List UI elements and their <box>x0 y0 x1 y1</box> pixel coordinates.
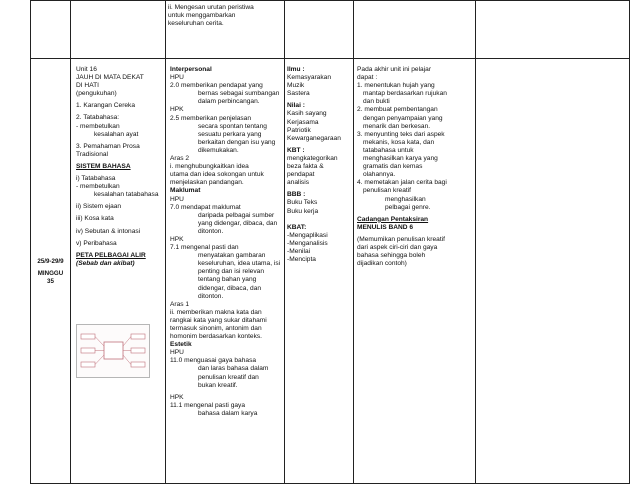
col4-line: -Menganalisis <box>287 239 328 247</box>
col5-line: dijadikan contoh) <box>357 260 407 268</box>
col4-line: analisis <box>287 179 309 187</box>
col2-line: iv) Sebutan & intonasi <box>76 227 141 235</box>
topic-cell <box>76 66 164 268</box>
col4-line: -Menilai <box>287 247 311 255</box>
week-cell <box>31 258 70 286</box>
col5-line: 1. menentukan hujah yang <box>357 82 435 90</box>
elements-cell <box>287 66 352 264</box>
col4-line: -Mengaplikasi <box>287 231 328 239</box>
col3-line: bukan kreatif. <box>198 381 238 389</box>
col3-line: daripada pelbagai sumber <box>198 211 275 219</box>
col2-line: - membetulkan <box>76 183 120 191</box>
col5-line: menghasilkan <box>385 195 426 203</box>
col2-line: Unit 16 <box>76 66 97 73</box>
col2-line: iii) Kosa kata <box>76 215 114 223</box>
col5-line: mekanis, kosa kata, dan <box>363 138 435 146</box>
date-range: 25/9-29/9 <box>37 258 64 265</box>
col4-line: pendapat <box>287 171 315 179</box>
col3-line: termasuk sinonim, antonim dan <box>170 325 262 332</box>
col3-line: dan laras bahasa dalam <box>198 365 269 373</box>
col3-line: Estetik <box>170 341 192 349</box>
col4-line: Nilai : <box>287 102 305 110</box>
col3-line: ii. memberikan makna kata dan <box>170 308 262 316</box>
col5-line: Cadangan Pentaksiran <box>357 215 429 223</box>
col2-line: kesalahan tatabahasa <box>94 191 159 199</box>
col3-line: 11.0 menguasai gaya bahasa <box>170 357 257 365</box>
col5-line: tatabahasa untuk <box>363 146 414 154</box>
col4-line: Buku kerja <box>287 207 319 215</box>
col4-line: KBT : <box>287 146 305 154</box>
col5-line: dan bukti <box>363 98 390 106</box>
col2-line: SISTEM BAHASA <box>76 162 131 170</box>
col5-line: bahasa sehingga boleh <box>357 252 426 260</box>
col5-line: dengan penyampaian yang <box>363 114 443 122</box>
col5-line: pelbagai genre. <box>385 203 431 211</box>
multi-flow-map-diagram <box>76 324 150 378</box>
col3-line: sesuatu perkara yang <box>198 130 262 138</box>
col3-line: ditonton. <box>198 292 224 300</box>
col4-line: -Mencipta <box>287 255 316 263</box>
col4-line: Ilmu : <box>287 66 305 73</box>
col3-line: penulisan kreatif dan <box>198 373 259 381</box>
objectives-cell <box>357 66 474 268</box>
col2-line: Tradisional <box>76 150 109 158</box>
col2-line: kesalahan ayat <box>94 130 139 138</box>
col5-line: (Memumikan penulisan kreatif <box>357 235 445 243</box>
col3-line: bernas sebagai sumbangan <box>198 90 280 98</box>
standards-cell <box>170 66 283 418</box>
col3-line: didengar, dibaca, dan <box>198 284 262 292</box>
col3-line: penting dan isi relevan <box>198 268 264 276</box>
col2-line: ii) Sistem ejaan <box>76 203 122 211</box>
col4-line: mengkategorikan <box>287 154 338 162</box>
col5-line: penulisan kreatif <box>363 187 412 195</box>
col3-line: 7.1 mengenal pasti dan <box>170 244 239 252</box>
col3-line: Interpersonal <box>170 66 212 73</box>
col5-line: mantap berdasarkan rujukan <box>363 90 447 98</box>
col3-line: utama dan idea sokongan untuk <box>170 171 264 179</box>
col3-line: bahasa dalam karya <box>198 409 258 417</box>
col2-line: 3. Pemahaman Prosa <box>76 142 140 150</box>
col3-line: dalam perbincangan. <box>198 98 260 106</box>
col5-line: dapat : <box>357 74 378 82</box>
col3-line: HPK <box>170 393 184 401</box>
col5-line: Pada akhir unit ini pelajar <box>357 66 432 73</box>
col5-line: olahannya. <box>363 171 396 179</box>
col3-line: 11.1 mengenal pasti gaya <box>170 401 246 409</box>
col4-line: Sastera <box>287 90 310 98</box>
col4-line: Kewarganegaraan <box>287 134 341 142</box>
top-row-line-1: ii. Mengesan urutan peristiwa <box>168 4 254 11</box>
col3-line: secara spontan tentang <box>198 122 267 130</box>
col5-line: dari aspek ciri-ciri dan gaya <box>357 243 438 251</box>
col3-line: 2.5 memberikan penjelasan <box>170 114 252 122</box>
col2-line: 2. Tatabahasa: <box>76 114 120 122</box>
col2-line: 1. Karangan Cereka <box>76 102 136 110</box>
top-row-line-2: untuk menggambarkan <box>168 12 236 20</box>
top-row-line-3: keseluruhan cerita. <box>168 20 224 28</box>
col2-line: PETA PELBAGAI ALIR <box>76 251 146 259</box>
col2-line: DI HATI <box>76 82 99 90</box>
col3-line: 2.0 memberikan pendapat yang <box>170 82 263 90</box>
col4-line: Buku Teks <box>287 199 318 207</box>
col3-line: HPU <box>170 74 184 82</box>
col3-line: Aras 2 <box>170 155 190 163</box>
col4-line: KBAT: <box>287 223 307 231</box>
col3-line: yang didengar, dibaca, dan <box>198 219 278 227</box>
col5-line: 3. menyunting teks dari aspek <box>357 130 445 138</box>
col4-line: Kasih sayang <box>287 110 327 118</box>
col2-line: (Sebab dan akibat) <box>76 259 135 267</box>
col5-line: MENULIS BAND 6 <box>357 223 414 231</box>
minggu-label: MINGGU <box>37 270 64 278</box>
col4-line: Muzik <box>287 82 305 90</box>
top-row-cell <box>168 4 282 28</box>
col2-line: JAUH DI MATA DEKAT <box>76 74 144 82</box>
col3-line: homonim berdasarkan konteks. <box>170 333 262 341</box>
col3-line: HPU <box>170 349 184 357</box>
col4-line: Patriotik <box>287 126 311 134</box>
col5-line: menghasilkan karya yang <box>363 155 438 163</box>
col2-line: - membetulkan <box>76 122 120 130</box>
col3-line: HPK <box>170 106 184 114</box>
week-number: 35 <box>47 278 54 286</box>
col3-line: keseluruhan, idea utama, isi <box>198 260 281 268</box>
flow-map-icon <box>77 325 149 377</box>
col3-line: menjelaskan pandangan. <box>170 179 244 187</box>
col2-line: i) Tatabahasa <box>76 175 116 183</box>
col4-line: Kerjasama <box>287 118 319 126</box>
col3-line: tentang bahan yang <box>198 276 257 284</box>
col4-line: Kemasyarakan <box>287 74 331 82</box>
col3-line: menyatakan gambaran <box>198 252 266 260</box>
col2-line: v) Peribahasa <box>76 239 117 247</box>
col5-line: 2. membuat pembentangan <box>357 106 438 114</box>
col3-line: ditonton. <box>198 227 224 235</box>
col5-line: 4. memetakan jalan cerita bagi <box>357 179 447 187</box>
col5-line: menarik dan berkesan. <box>363 122 431 130</box>
col2-line: (pengukuhan) <box>76 90 117 98</box>
col4-line: beza fakta & <box>287 163 324 171</box>
col3-line: Maklumat <box>170 187 201 195</box>
col4-line: BBB : <box>287 191 306 199</box>
col3-line: berkaitan dengan isu yang <box>198 138 276 146</box>
col3-line: dikemukakan. <box>198 146 239 154</box>
col3-line: i. menghubungkaitkan idea <box>170 163 249 171</box>
col3-line: rangkai kata yang sukar ditahami <box>170 316 267 324</box>
col3-line: 7.0 mendapat maklumat <box>170 203 241 211</box>
col5-line: gramatis dan kemas <box>363 163 423 171</box>
col3-line: Aras 1 <box>170 300 190 308</box>
col3-line: HPU <box>170 195 184 203</box>
col3-line: HPK <box>170 235 184 243</box>
